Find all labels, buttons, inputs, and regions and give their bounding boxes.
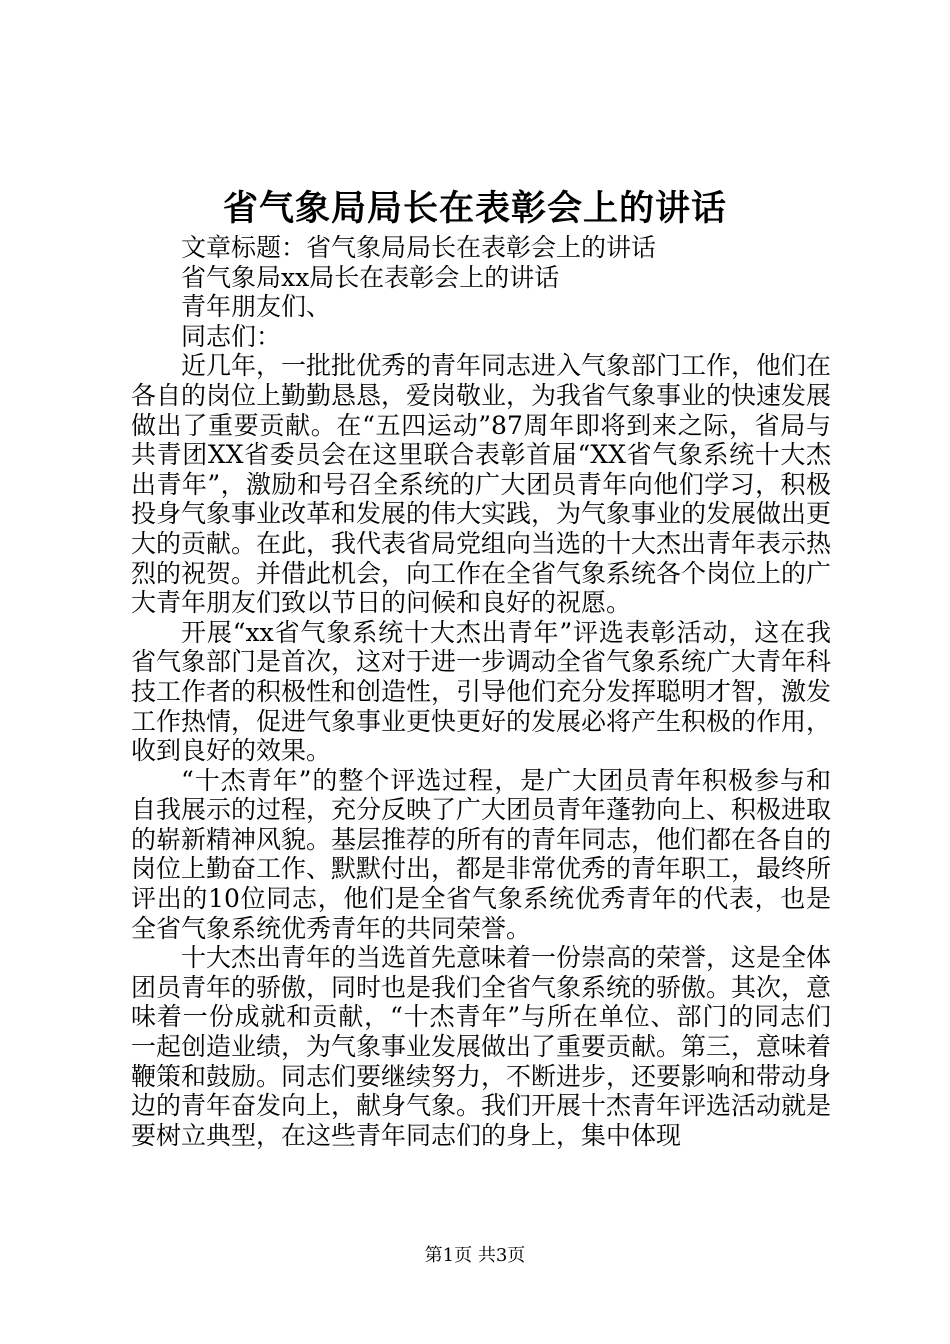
body-paragraph-4: 十大杰出青年的当选首先意味着一份崇高的荣誉，这是全体团员青年的骄傲，同时也是我们全省气象系统的骄傲。其次，意味着一份成就和贡献，“十杰青年”与所在单位、部门的同志们一起创造业绩，为气象事业发展做出了重要贡献。第三，意味着鞭策和鼓励。同志们要继续努力，不断进步，还要影响和带动身边的青年奋发向上，献身气象。我们开展十杰青年评选活动就是要树立典型，在这些青年同志们的身上，集中体现 <box>131 943 832 1150</box>
body-paragraph-3: “十杰青年”的整个评选过程，是广大团员青年积极参与和自我展示的过程，充分反映了广大团员青年蓬勃向上、积极进取的崭新精神风貌。基层推荐的所有的青年同志，他们都在各自的岗位上勤奋工作、默默付出，都是非常优秀的青年职工，最终所评出的10位同志，他们是全省气象系统优秀青年的代表，也是全省气象系统优秀青年的共同荣誉。 <box>131 765 832 943</box>
salutation-line-2: 同志们： <box>181 321 282 351</box>
salutation-line-1: 青年朋友们、 <box>181 292 332 322</box>
body-paragraph-2: 开展“xx省气象系统十大杰出青年”评选表彰活动，这在我省气象部门是首次，这对于进一步调动全省气象系统广大青年科技工作者的积极性和创造性，引导他们充分发挥聪明才智，激发工作热情，促进气象事业更快更好的发展必将产生积极的作用，收到良好的效果。 <box>131 617 832 766</box>
document-title: 省气象局局长在表彰会上的讲话 <box>222 188 727 229</box>
article-title-line: 文章标题：省气象局局长在表彰会上的讲话 <box>181 233 657 262</box>
speech-subtitle-line: 省气象局xx局长在表彰会上的讲话 <box>181 262 560 292</box>
body-paragraph-1: 近几年，一批批优秀的青年同志进入气象部门工作，他们在各自的岗位上勤勤恳恳，爱岗敬业，为我省气象事业的快速发展做出了重要贡献。在“五四运动”87周年即将到来之际，省局与共青团XX省委员会在这里联合表彰首届“XX省气象系统十大杰出青年”，激励和号召全系统的广大团员青年向他们学习，积极投身气象事业改革和发展的伟大实践，为气象事业的发展做出更大的贡献。在此，我代表省局党组向当选的十大杰出青年表示热烈的祝贺。并借此机会，向工作在全省气象系统各个岗位上的广大青年朋友们致以节日的问候和良好的祝愿。 <box>131 351 832 618</box>
document-body <box>131 233 831 1150</box>
page-number-footer: 第1页 共3页 <box>424 1245 526 1266</box>
